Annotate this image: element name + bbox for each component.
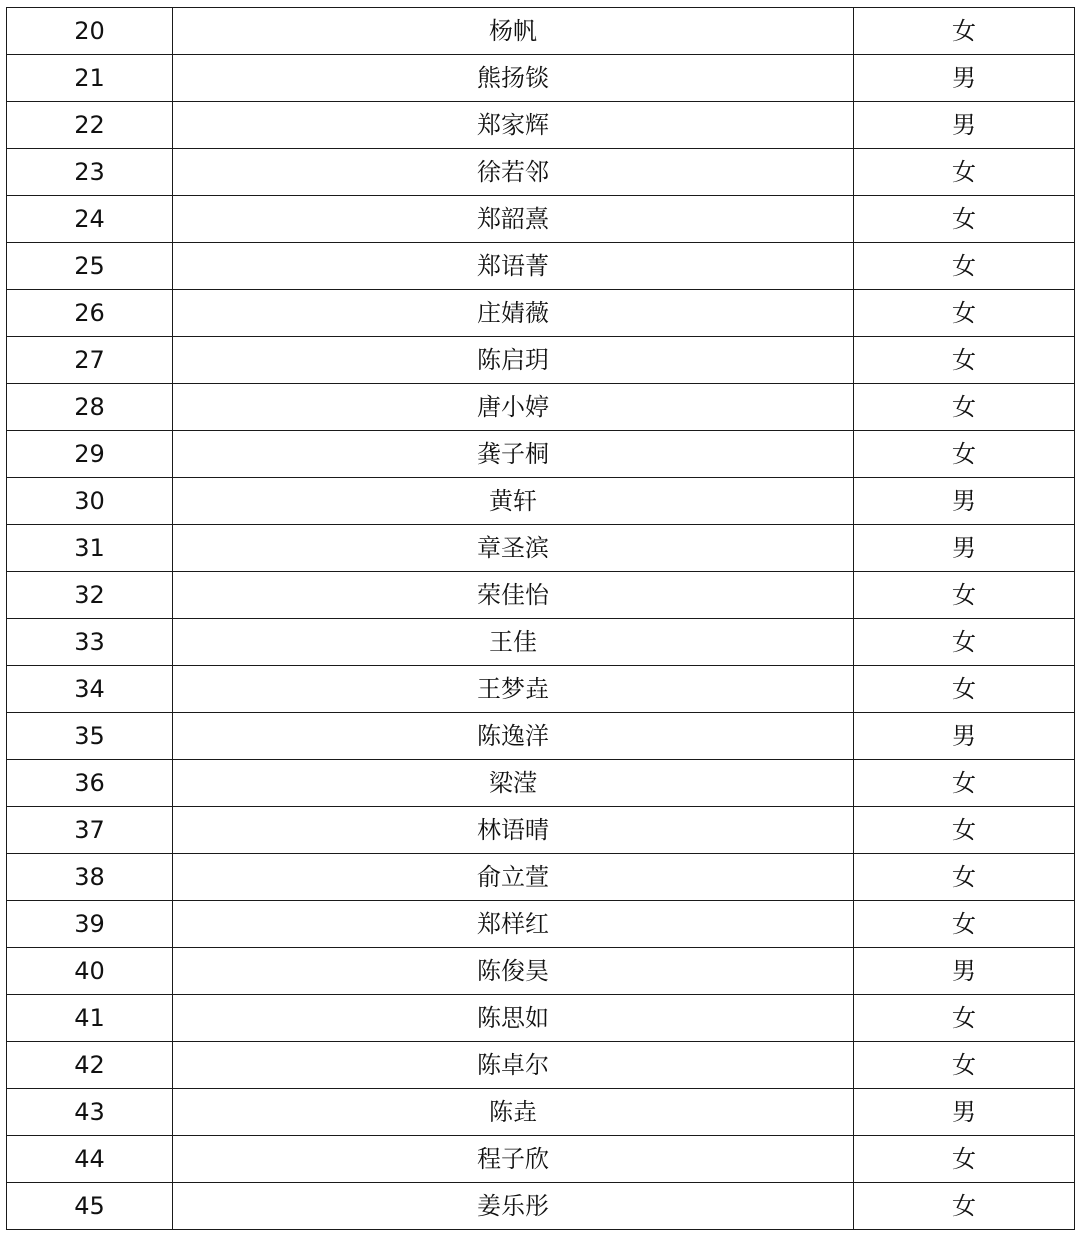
gender-cell: 女: [854, 760, 1075, 807]
row-number-cell: 20: [7, 8, 173, 55]
row-number-cell: 42: [7, 1042, 173, 1089]
student-name-cell: 程子欣: [173, 1136, 854, 1183]
table-row: [7, 807, 1075, 854]
gender-cell: 女: [854, 431, 1075, 478]
student-name-cell: 黄轩: [173, 478, 854, 525]
row-number-cell: 22: [7, 102, 173, 149]
table-row: [7, 1089, 1075, 1136]
table-row: [7, 1136, 1075, 1183]
table-row: [7, 8, 1075, 55]
row-number-cell: 36: [7, 760, 173, 807]
row-number-cell: 30: [7, 478, 173, 525]
row-number-cell: 26: [7, 290, 173, 337]
gender-cell: 女: [854, 243, 1075, 290]
table-row: [7, 290, 1075, 337]
row-number-cell: 27: [7, 337, 173, 384]
table-row: [7, 384, 1075, 431]
row-number-cell: 35: [7, 713, 173, 760]
table-row: [7, 149, 1075, 196]
row-number-cell: 33: [7, 619, 173, 666]
row-number-cell: 40: [7, 948, 173, 995]
student-name-cell: 王梦垚: [173, 666, 854, 713]
row-number-cell: 34: [7, 666, 173, 713]
student-name-cell: 陈卓尔: [173, 1042, 854, 1089]
gender-cell: 女: [854, 619, 1075, 666]
gender-cell: 女: [854, 1042, 1075, 1089]
table-row: [7, 854, 1075, 901]
student-name-cell: 徐若邻: [173, 149, 854, 196]
student-name-cell: 龚子桐: [173, 431, 854, 478]
row-number-cell: 23: [7, 149, 173, 196]
student-name-cell: 郑家辉: [173, 102, 854, 149]
student-name-cell: 陈俊昊: [173, 948, 854, 995]
gender-cell: 男: [854, 525, 1075, 572]
student-name-cell: 唐小婷: [173, 384, 854, 431]
table-row: [7, 196, 1075, 243]
student-name-cell: 姜乐彤: [173, 1183, 854, 1230]
table-row: [7, 760, 1075, 807]
gender-cell: 男: [854, 1089, 1075, 1136]
student-name-cell: 熊扬锬: [173, 55, 854, 102]
table-row: [7, 995, 1075, 1042]
student-name-cell: 王佳: [173, 619, 854, 666]
student-name-cell: 郑韶熹: [173, 196, 854, 243]
row-number-cell: 28: [7, 384, 173, 431]
table-row: [7, 619, 1075, 666]
gender-cell: 女: [854, 901, 1075, 948]
row-number-cell: 39: [7, 901, 173, 948]
student-name-cell: 庄婧薇: [173, 290, 854, 337]
table-row: [7, 337, 1075, 384]
gender-cell: 女: [854, 1136, 1075, 1183]
student-roster-table: [6, 7, 1075, 1230]
student-name-cell: 陈启玥: [173, 337, 854, 384]
gender-cell: 男: [854, 713, 1075, 760]
gender-cell: 女: [854, 8, 1075, 55]
row-number-cell: 32: [7, 572, 173, 619]
student-name-cell: 陈垚: [173, 1089, 854, 1136]
row-number-cell: 41: [7, 995, 173, 1042]
gender-cell: 男: [854, 55, 1075, 102]
gender-cell: 女: [854, 854, 1075, 901]
student-name-cell: 郑样红: [173, 901, 854, 948]
roster-body: [7, 8, 1075, 1230]
table-row: [7, 55, 1075, 102]
row-number-cell: 45: [7, 1183, 173, 1230]
table-row: [7, 102, 1075, 149]
gender-cell: 男: [854, 948, 1075, 995]
row-number-cell: 24: [7, 196, 173, 243]
gender-cell: 女: [854, 666, 1075, 713]
row-number-cell: 37: [7, 807, 173, 854]
gender-cell: 女: [854, 337, 1075, 384]
gender-cell: 女: [854, 995, 1075, 1042]
student-name-cell: 陈思如: [173, 995, 854, 1042]
gender-cell: 男: [854, 478, 1075, 525]
gender-cell: 女: [854, 196, 1075, 243]
table-row: [7, 1042, 1075, 1089]
gender-cell: 女: [854, 572, 1075, 619]
row-number-cell: 31: [7, 525, 173, 572]
gender-cell: 女: [854, 807, 1075, 854]
table-row: [7, 431, 1075, 478]
row-number-cell: 43: [7, 1089, 173, 1136]
student-name-cell: 郑语菁: [173, 243, 854, 290]
student-name-cell: 梁滢: [173, 760, 854, 807]
table-row: [7, 713, 1075, 760]
row-number-cell: 38: [7, 854, 173, 901]
gender-cell: 女: [854, 290, 1075, 337]
table-row: [7, 572, 1075, 619]
row-number-cell: 29: [7, 431, 173, 478]
gender-cell: 女: [854, 384, 1075, 431]
table-row: [7, 1183, 1075, 1230]
row-number-cell: 25: [7, 243, 173, 290]
row-number-cell: 44: [7, 1136, 173, 1183]
gender-cell: 男: [854, 102, 1075, 149]
student-name-cell: 林语晴: [173, 807, 854, 854]
row-number-cell: 21: [7, 55, 173, 102]
gender-cell: 女: [854, 1183, 1075, 1230]
student-name-cell: 杨帆: [173, 8, 854, 55]
table-row: [7, 525, 1075, 572]
table-row: [7, 243, 1075, 290]
table-row: [7, 901, 1075, 948]
student-name-cell: 荣佳怡: [173, 572, 854, 619]
table-row: [7, 948, 1075, 995]
table-row: [7, 478, 1075, 525]
student-name-cell: 陈逸洋: [173, 713, 854, 760]
gender-cell: 女: [854, 149, 1075, 196]
student-name-cell: 俞立萱: [173, 854, 854, 901]
student-name-cell: 章圣滨: [173, 525, 854, 572]
table-row: [7, 666, 1075, 713]
